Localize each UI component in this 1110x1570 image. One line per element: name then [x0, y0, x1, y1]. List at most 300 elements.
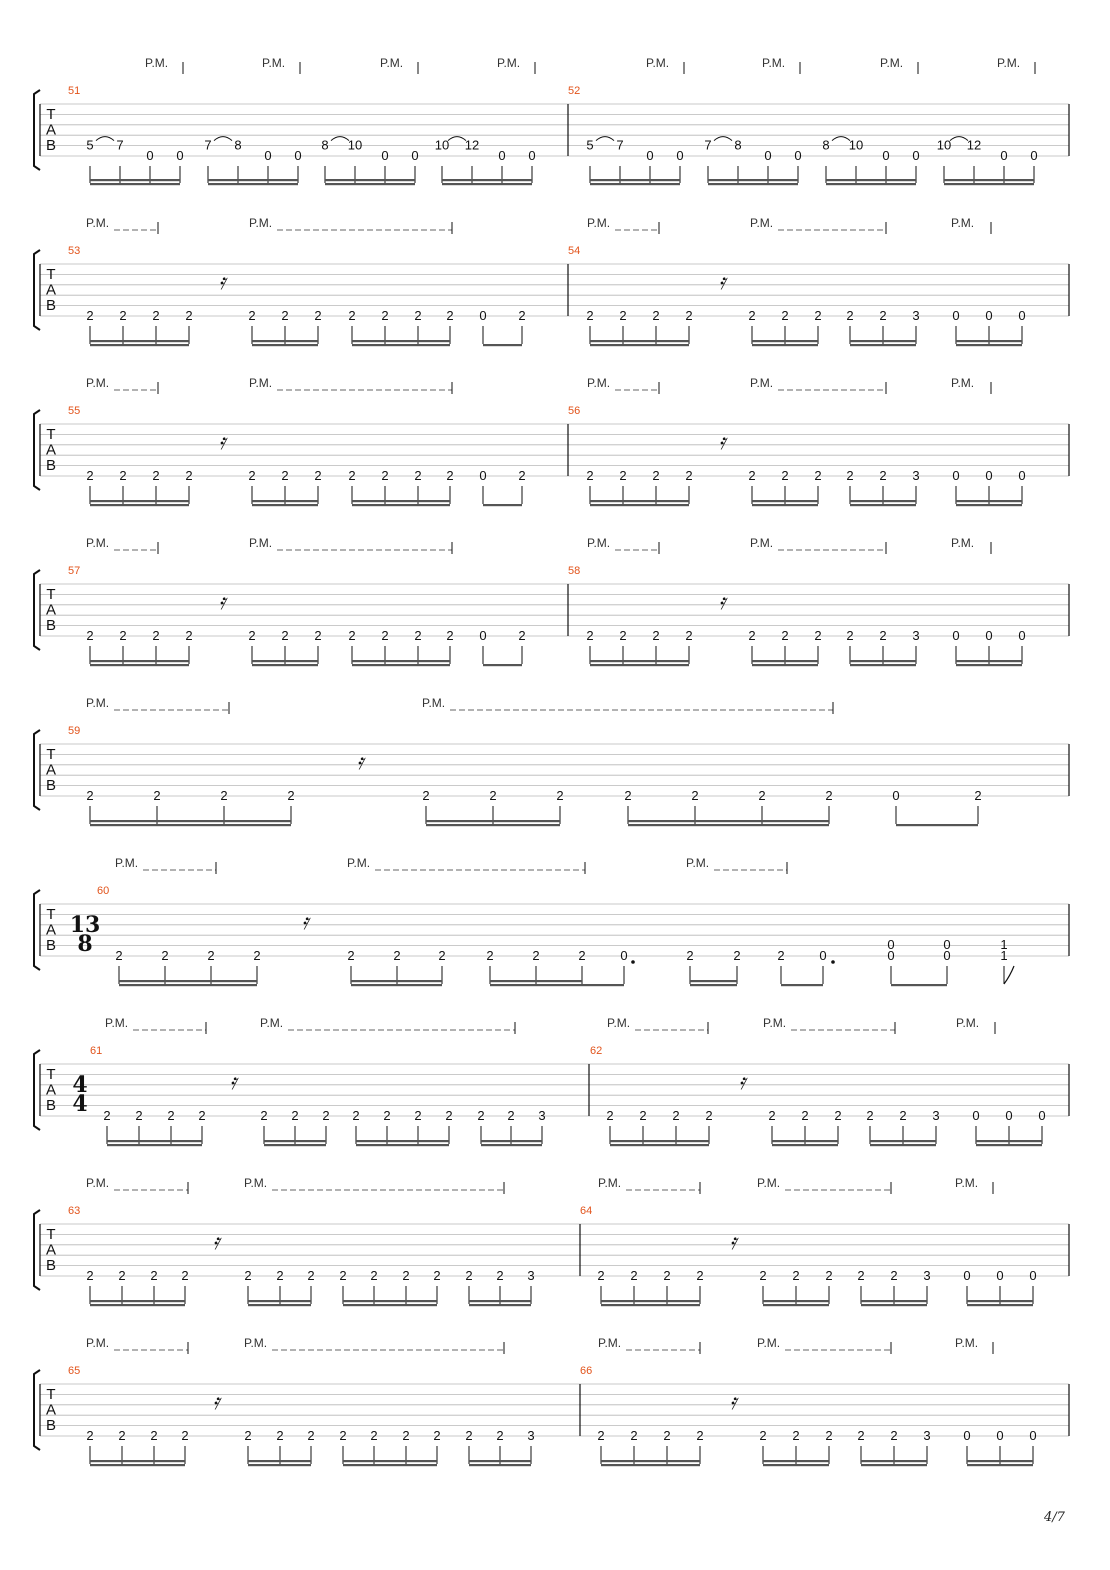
fret-number: 2 — [586, 308, 594, 323]
time-signature-bottom: 8 — [77, 931, 93, 957]
beam — [352, 500, 450, 502]
fret-number: 2 — [181, 1268, 189, 1283]
fret-number: 2 — [792, 1268, 800, 1283]
fret-number: 2 — [119, 468, 127, 483]
beam — [469, 1304, 531, 1306]
beam — [426, 824, 560, 826]
fret-number: 2 — [846, 308, 854, 323]
beam — [356, 1144, 449, 1146]
beam — [850, 664, 916, 666]
fret-number: 0 — [1018, 628, 1026, 643]
beam — [264, 1144, 326, 1146]
slide-arc — [96, 137, 114, 141]
fret-number: 2 — [834, 1108, 842, 1123]
fret-number: 2 — [150, 1428, 158, 1443]
fret-number: 0 — [952, 628, 960, 643]
beam — [601, 1460, 700, 1462]
rest-symbol: 𝄿 — [229, 1070, 237, 1095]
beam — [752, 500, 818, 502]
beam — [976, 1140, 1042, 1142]
fret-number: 5 — [86, 137, 94, 153]
fret-number: 2 — [748, 468, 756, 483]
fret-number: 0 — [294, 148, 302, 163]
tab-clef-letter: A — [45, 1081, 57, 1099]
beam — [826, 183, 916, 185]
beam — [248, 1300, 311, 1302]
beam — [850, 500, 916, 502]
fret-number: 2 — [348, 308, 356, 323]
fret-number: 2 — [781, 308, 789, 323]
fret-number: 0 — [1029, 1268, 1037, 1283]
beam — [252, 504, 318, 506]
tab-clef-letter: B — [45, 297, 57, 314]
beam — [252, 344, 318, 346]
fret-number: 2 — [518, 628, 526, 643]
fret-number: 2 — [685, 628, 693, 643]
tab-clef-letter: B — [45, 137, 57, 154]
rest-symbol: 𝄿 — [212, 1390, 220, 1415]
fret-number: 2 — [768, 1108, 776, 1123]
palm-mute-label: P.M. — [86, 696, 110, 710]
beam — [956, 664, 1022, 666]
tab-clef-letter: T — [46, 906, 56, 923]
fret-number: 2 — [220, 788, 228, 803]
palm-mute-label: P.M. — [497, 56, 521, 70]
measure-number: 63 — [68, 1205, 81, 1217]
beam — [252, 664, 318, 666]
palm-mute-label: P.M. — [244, 1336, 268, 1350]
fret-number: 2 — [207, 948, 215, 963]
fret-number: 2 — [167, 1108, 175, 1123]
beam — [870, 1144, 936, 1146]
fret-number: 2 — [370, 1428, 378, 1443]
beam — [442, 183, 532, 185]
beam — [90, 504, 189, 506]
fret-number: 3 — [527, 1428, 535, 1443]
fret-number: 2 — [314, 308, 322, 323]
beam — [90, 500, 189, 502]
beam — [967, 1304, 1033, 1306]
slide-arc — [331, 137, 349, 141]
beam — [107, 1144, 202, 1146]
fret-number: 2 — [518, 308, 526, 323]
fret-number: 2 — [276, 1428, 284, 1443]
measure-number: 60 — [97, 885, 110, 897]
tab-clef-letter: T — [46, 1226, 56, 1243]
beam — [850, 344, 916, 346]
fret-number: 2 — [801, 1108, 809, 1123]
fret-number: 2 — [814, 308, 822, 323]
beam — [850, 660, 916, 662]
fret-number: 2 — [445, 1108, 453, 1123]
tab-clef-letter: T — [46, 586, 56, 603]
slide-arc — [950, 137, 968, 141]
system-bracket — [34, 730, 40, 810]
beam — [628, 820, 829, 822]
fret-number: 2 — [281, 468, 289, 483]
fret-number: 2 — [792, 1428, 800, 1443]
tab-clef-letter: A — [45, 921, 57, 939]
beam — [601, 1304, 700, 1306]
fret-number: 2 — [244, 1428, 252, 1443]
fret-number: 2 — [556, 788, 564, 803]
fret-number: 2 — [606, 1108, 614, 1123]
fret-number: 2 — [496, 1268, 504, 1283]
beam — [690, 980, 737, 982]
beam — [601, 1300, 700, 1302]
beam — [590, 344, 689, 346]
beam — [343, 1304, 437, 1306]
slide-arc — [832, 137, 850, 141]
fret-number: 2 — [825, 788, 833, 803]
fret-number: 2 — [281, 308, 289, 323]
fret-number: 2 — [422, 788, 430, 803]
fret-number: 2 — [777, 948, 785, 963]
fret-number: 2 — [86, 1428, 94, 1443]
fret-number: 2 — [696, 1268, 704, 1283]
beam — [264, 1140, 326, 1142]
palm-mute-label: P.M. — [145, 56, 169, 70]
measure-number: 56 — [568, 405, 581, 417]
fret-number: 3 — [923, 1428, 931, 1443]
beam — [967, 1300, 1033, 1302]
fret-number: 2 — [879, 468, 887, 483]
tab-clef-letter: B — [45, 1417, 57, 1434]
measure-number: 62 — [590, 1045, 603, 1057]
beam — [352, 340, 450, 342]
slide-arc — [448, 137, 466, 141]
beam — [490, 984, 624, 986]
system-bracket — [34, 90, 40, 170]
tab-clef-letter: A — [45, 601, 57, 619]
beam — [944, 183, 1034, 185]
fret-number: 2 — [597, 1268, 605, 1283]
fret-number: 2 — [118, 1268, 126, 1283]
beam — [752, 664, 818, 666]
palm-mute-label: P.M. — [105, 1016, 129, 1030]
fret-number: 0 — [176, 148, 184, 163]
tab-clef-letter: T — [46, 426, 56, 443]
beam — [483, 664, 522, 666]
tab-clef-letter: B — [45, 1257, 57, 1274]
beam — [90, 1464, 185, 1466]
fret-number: 0 — [1030, 148, 1038, 163]
fret-number: 0 — [972, 1108, 980, 1123]
fret-number: 2 — [438, 948, 446, 963]
measure-number: 55 — [68, 405, 81, 417]
beam — [752, 504, 818, 506]
fret-number: 2 — [402, 1268, 410, 1283]
rest-symbol: 𝄿 — [718, 270, 726, 295]
fret-number: 2 — [652, 468, 660, 483]
fret-number: 12 — [464, 137, 480, 153]
slide-arc — [596, 137, 614, 141]
fret-number: 2 — [748, 628, 756, 643]
fret-number: 2 — [691, 788, 699, 803]
fret-number: 2 — [486, 948, 494, 963]
fret-number: 7 — [204, 137, 212, 153]
palm-mute-label: P.M. — [951, 376, 975, 390]
tab-clef-letter: A — [45, 761, 57, 779]
beam — [469, 1460, 531, 1462]
fret-number: 8 — [234, 137, 242, 153]
beam — [590, 504, 689, 506]
tab-clef-letter: A — [45, 441, 57, 459]
fret-number: 2 — [446, 308, 454, 323]
beam — [469, 1300, 531, 1302]
fret-number: 8 — [822, 137, 830, 153]
palm-mute-label: P.M. — [956, 1016, 980, 1030]
palm-mute-label: P.M. — [763, 1016, 787, 1030]
beam — [252, 660, 318, 662]
fret-number: 3 — [912, 468, 920, 483]
fret-number: 2 — [414, 308, 422, 323]
beam — [763, 1464, 829, 1466]
beam — [967, 1464, 1033, 1466]
fret-number: 1 — [1000, 937, 1008, 952]
fret-number: 7 — [616, 137, 624, 153]
beam — [352, 664, 450, 666]
system-bracket — [34, 1370, 40, 1450]
fret-number: 2 — [86, 628, 94, 643]
beam — [944, 179, 1034, 181]
rest-symbol: 𝄿 — [218, 430, 226, 455]
fret-number: 0 — [646, 148, 654, 163]
beam — [601, 1464, 700, 1466]
fret-number: 2 — [619, 468, 627, 483]
palm-mute-label: P.M. — [86, 536, 110, 550]
fret-number: 0 — [1005, 1108, 1013, 1123]
beam — [90, 1460, 185, 1462]
beam — [119, 980, 257, 982]
palm-mute-label: P.M. — [262, 56, 286, 70]
palm-mute-label: P.M. — [757, 1176, 781, 1190]
beam — [483, 504, 522, 506]
tab-clef-letter: T — [46, 106, 56, 123]
palm-mute-label: P.M. — [115, 856, 139, 870]
fret-number: 0 — [264, 148, 272, 163]
fret-number: 2 — [759, 1428, 767, 1443]
tab-clef-letter: A — [45, 281, 57, 299]
system-bracket — [34, 1050, 40, 1130]
fret-number: 2 — [446, 628, 454, 643]
beam — [343, 1464, 437, 1466]
beam — [752, 340, 818, 342]
palm-mute-label: P.M. — [686, 856, 710, 870]
fret-number: 0 — [943, 937, 951, 952]
fret-number: 2 — [446, 468, 454, 483]
fret-number: 2 — [248, 468, 256, 483]
fret-number: 2 — [291, 1108, 299, 1123]
fret-number: 0 — [952, 308, 960, 323]
fret-number: 0 — [411, 148, 419, 163]
fret-number: 0 — [882, 148, 890, 163]
fret-number: 0 — [985, 308, 993, 323]
fret-number: 0 — [1018, 468, 1026, 483]
beam — [351, 980, 442, 982]
beam — [590, 664, 689, 666]
beam — [90, 824, 291, 826]
beam — [90, 340, 189, 342]
fret-number: 10 — [936, 137, 952, 153]
tab-clef-letter: B — [45, 937, 57, 954]
rest-symbol: 𝄿 — [718, 430, 726, 455]
dot — [631, 960, 635, 964]
beam — [590, 660, 689, 662]
palm-mute-label: P.M. — [587, 216, 611, 230]
fret-number: 2 — [307, 1268, 315, 1283]
fret-number: 2 — [86, 788, 94, 803]
fret-number: 0 — [1038, 1108, 1046, 1123]
fret-number: 2 — [857, 1268, 865, 1283]
fret-number: 2 — [152, 308, 160, 323]
fret-number: 3 — [923, 1268, 931, 1283]
fret-number: 2 — [383, 1108, 391, 1123]
fret-number: 2 — [758, 788, 766, 803]
fret-number: 2 — [507, 1108, 515, 1123]
fret-number: 0 — [146, 148, 154, 163]
palm-mute-label: P.M. — [955, 1176, 979, 1190]
fret-number: 2 — [402, 1428, 410, 1443]
fret-number: 2 — [119, 308, 127, 323]
beam — [772, 1144, 838, 1146]
palm-mute-label: P.M. — [347, 856, 371, 870]
beam — [90, 179, 180, 181]
measure-number: 61 — [90, 1045, 103, 1057]
fret-number: 2 — [118, 1428, 126, 1443]
fret-number: 2 — [696, 1428, 704, 1443]
fret-number: 2 — [152, 468, 160, 483]
fret-number: 2 — [686, 948, 694, 963]
beam — [352, 660, 450, 662]
palm-mute-label: P.M. — [997, 56, 1021, 70]
beam — [107, 1140, 202, 1142]
system-bracket — [34, 570, 40, 650]
fret-number: 2 — [781, 628, 789, 643]
beam — [208, 183, 298, 185]
tab-clef-letter: A — [45, 121, 57, 139]
fret-number: 2 — [879, 628, 887, 643]
fret-number: 2 — [314, 628, 322, 643]
palm-mute-label: P.M. — [955, 1336, 979, 1350]
fret-number: 2 — [185, 628, 193, 643]
fret-number: 2 — [748, 308, 756, 323]
fret-number: 0 — [498, 148, 506, 163]
fret-number: 2 — [119, 628, 127, 643]
fret-number: 2 — [518, 468, 526, 483]
beam — [826, 179, 916, 181]
beam — [252, 500, 318, 502]
beam — [119, 984, 257, 986]
fret-number: 3 — [912, 308, 920, 323]
fret-number: 2 — [260, 1108, 268, 1123]
fret-number: 1 — [1000, 948, 1008, 963]
palm-mute-label: P.M. — [951, 536, 975, 550]
palm-mute-label: P.M. — [598, 1176, 622, 1190]
fret-number: 2 — [276, 1268, 284, 1283]
fret-number: 3 — [932, 1108, 940, 1123]
beam — [325, 183, 415, 185]
fret-number: 0 — [996, 1268, 1004, 1283]
fret-number: 2 — [759, 1268, 767, 1283]
fret-number: 2 — [825, 1428, 833, 1443]
fret-number: 2 — [150, 1268, 158, 1283]
fret-number: 3 — [527, 1268, 535, 1283]
dot — [831, 960, 835, 964]
beam — [208, 179, 298, 181]
fret-number: 2 — [630, 1268, 638, 1283]
palm-mute-label: P.M. — [951, 216, 975, 230]
palm-mute-label: P.M. — [249, 216, 273, 230]
beam — [781, 984, 823, 986]
beam — [752, 660, 818, 662]
fret-number: 0 — [985, 468, 993, 483]
fret-number: 2 — [619, 628, 627, 643]
fret-number: 0 — [479, 468, 487, 483]
beam — [861, 1464, 927, 1466]
fret-number: 2 — [672, 1108, 680, 1123]
fret-number: 2 — [352, 1108, 360, 1123]
fret-number: 2 — [307, 1428, 315, 1443]
fret-number: 2 — [281, 628, 289, 643]
fret-number: 0 — [479, 628, 487, 643]
fret-number: 2 — [477, 1108, 485, 1123]
fret-number: 8 — [321, 137, 329, 153]
fret-number: 2 — [465, 1268, 473, 1283]
measure-number: 58 — [568, 565, 581, 577]
rest-symbol: 𝄿 — [218, 270, 226, 295]
beam — [90, 1300, 185, 1302]
palm-mute-label: P.M. — [86, 1336, 110, 1350]
fret-number: 2 — [899, 1108, 907, 1123]
beam — [481, 1140, 542, 1142]
beam — [481, 1144, 542, 1146]
beam — [861, 1300, 927, 1302]
fret-number: 2 — [814, 628, 822, 643]
fret-number: 2 — [578, 948, 586, 963]
fret-number: 2 — [465, 1428, 473, 1443]
beam — [252, 340, 318, 342]
tab-clef-letter: A — [45, 1401, 57, 1419]
fret-number: 0 — [996, 1428, 1004, 1443]
beam — [343, 1300, 437, 1302]
fret-number: 0 — [764, 148, 772, 163]
fret-number: 0 — [912, 148, 920, 163]
fret-number: 2 — [733, 948, 741, 963]
fret-number: 0 — [887, 937, 895, 952]
time-signature-top: 4 — [72, 1072, 88, 1098]
rest-symbol: 𝄿 — [718, 590, 726, 615]
fret-number: 2 — [814, 468, 822, 483]
beam — [442, 179, 532, 181]
fret-number: 2 — [586, 628, 594, 643]
fret-number: 2 — [890, 1428, 898, 1443]
palm-mute-label: P.M. — [587, 376, 611, 390]
beam — [325, 179, 415, 181]
beam — [690, 984, 737, 986]
beam — [967, 1460, 1033, 1462]
beam — [976, 1144, 1042, 1146]
fret-number: 2 — [433, 1428, 441, 1443]
note-flag — [1004, 966, 1014, 984]
beam — [763, 1304, 829, 1306]
palm-mute-label: P.M. — [762, 56, 786, 70]
beam — [891, 984, 947, 986]
fret-number: 2 — [135, 1108, 143, 1123]
fret-number: 3 — [538, 1108, 546, 1123]
measure-number: 53 — [68, 245, 81, 257]
rest-symbol: 𝄿 — [301, 910, 309, 935]
